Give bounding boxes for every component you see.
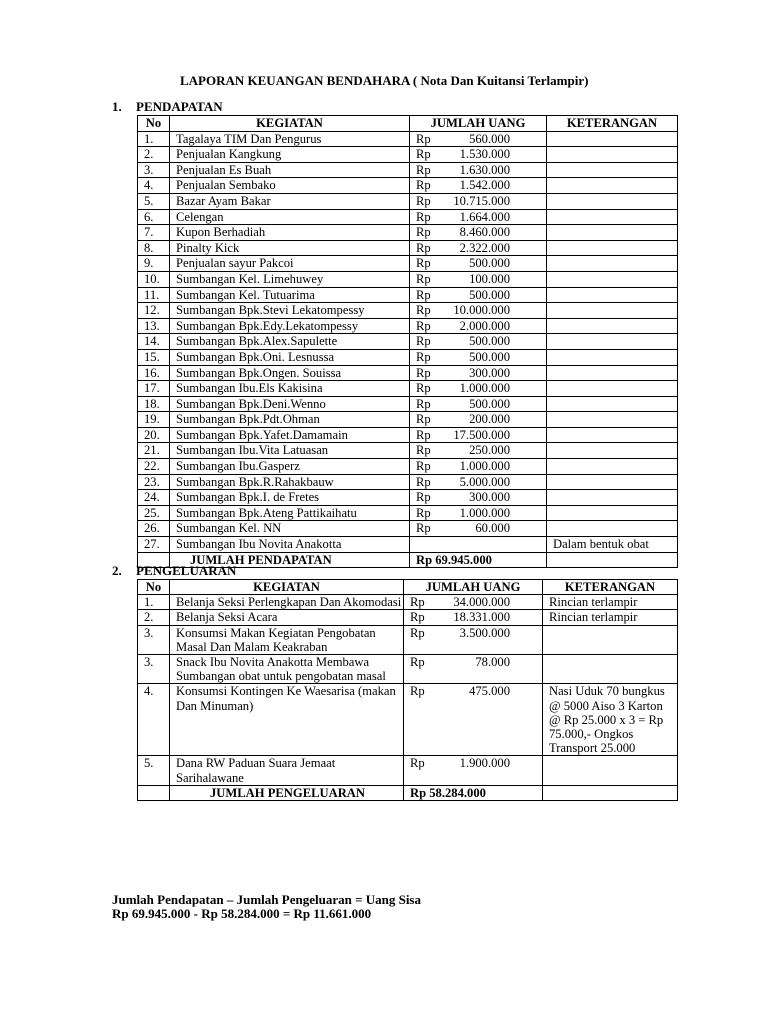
amount-value: 300.000 bbox=[469, 365, 510, 380]
row-kegiatan: Kupon Berhadiah bbox=[170, 225, 410, 241]
row-kegiatan: Penjualan sayur Pakcoi bbox=[170, 256, 410, 272]
amount-cell bbox=[410, 193, 547, 209]
currency-label: Rp bbox=[416, 349, 431, 364]
row-number: 15. bbox=[138, 349, 170, 365]
row-kegiatan: Konsumsi Kontingen Ke Waesarisa (makan Dan Minuman) bbox=[170, 684, 404, 756]
row-kegiatan: Sumbangan Ibu.Gasperz bbox=[170, 459, 410, 475]
amount-value: 500.000 bbox=[469, 256, 510, 271]
amount-cell bbox=[410, 178, 547, 194]
table-row bbox=[138, 225, 678, 241]
row-keterangan bbox=[547, 349, 678, 365]
row-number: 21. bbox=[138, 443, 170, 459]
amount-value: 1.664.000 bbox=[459, 209, 510, 224]
row-keterangan bbox=[547, 256, 678, 272]
amount-cell bbox=[410, 505, 547, 521]
currency-label: Rp bbox=[410, 625, 425, 640]
row-number: 27. bbox=[138, 537, 170, 553]
row-keterangan bbox=[547, 427, 678, 443]
table-row bbox=[138, 318, 678, 334]
amount-value: 1.900.000 bbox=[459, 756, 510, 771]
row-number: 14. bbox=[138, 334, 170, 350]
table-row bbox=[138, 537, 678, 553]
row-number: 18. bbox=[138, 396, 170, 412]
row-kegiatan: Sumbangan Bpk.Ateng Pattikaihatu bbox=[170, 505, 410, 521]
expense-total-value: Rp 58.284.000 bbox=[404, 785, 543, 800]
currency-label: Rp bbox=[416, 459, 431, 474]
amount-value: 60.000 bbox=[475, 521, 510, 536]
row-kegiatan: Sumbangan Bpk.Yafet.Damamain bbox=[170, 427, 410, 443]
row-number: 16. bbox=[138, 365, 170, 381]
amount-value: 500.000 bbox=[469, 334, 510, 349]
row-number: 4. bbox=[138, 178, 170, 194]
currency-label: Rp bbox=[416, 303, 431, 318]
row-number: 23. bbox=[138, 474, 170, 490]
amount-value: 475.000 bbox=[469, 684, 510, 699]
table-row bbox=[138, 595, 678, 610]
currency-label: Rp bbox=[416, 131, 431, 146]
currency-label: Rp bbox=[416, 225, 431, 240]
row-kegiatan: Sumbangan Bpk.R.Rahakbauw bbox=[170, 474, 410, 490]
amount-cell bbox=[404, 625, 543, 654]
row-keterangan bbox=[543, 625, 678, 654]
table-row bbox=[138, 303, 678, 319]
amount-value: 34.000.000 bbox=[453, 595, 510, 610]
amount-value: 17.500.000 bbox=[453, 427, 510, 442]
currency-label: Rp bbox=[416, 396, 431, 411]
row-keterangan bbox=[547, 334, 678, 350]
table-row bbox=[138, 396, 678, 412]
currency-label: Rp bbox=[410, 610, 425, 625]
amount-cell bbox=[410, 225, 547, 241]
table-row bbox=[138, 178, 678, 194]
row-kegiatan: Sumbangan Bpk.I. de Fretes bbox=[170, 490, 410, 506]
amount-value: 5.000.000 bbox=[459, 474, 510, 489]
table-row bbox=[138, 287, 678, 303]
amount-cell bbox=[410, 256, 547, 272]
table-row bbox=[138, 756, 678, 785]
row-keterangan bbox=[547, 178, 678, 194]
header-keterangan: KETERANGAN bbox=[543, 580, 678, 595]
row-number: 1. bbox=[138, 131, 170, 147]
table-row bbox=[138, 365, 678, 381]
expense-total-row bbox=[138, 785, 678, 800]
amount-cell bbox=[410, 131, 547, 147]
amount-cell bbox=[410, 412, 547, 428]
table-row bbox=[138, 334, 678, 350]
table-row bbox=[138, 459, 678, 475]
row-number: 5. bbox=[138, 756, 170, 785]
row-keterangan bbox=[547, 365, 678, 381]
row-number: 4. bbox=[138, 684, 170, 756]
income-total-label: JUMLAH PENDAPATAN bbox=[170, 552, 410, 568]
income-total-value: Rp 69.945.000 bbox=[410, 552, 547, 568]
amount-cell bbox=[410, 521, 547, 537]
amount-cell bbox=[404, 610, 543, 625]
table-row bbox=[138, 147, 678, 163]
amount-value: 1.000.000 bbox=[459, 459, 510, 474]
amount-cell bbox=[410, 334, 547, 350]
row-kegiatan: Dana RW Paduan Suara Jemaat Sarihalawane bbox=[170, 756, 404, 785]
row-keterangan bbox=[547, 521, 678, 537]
currency-label: Rp bbox=[416, 193, 431, 208]
amount-cell bbox=[410, 303, 547, 319]
currency-label: Rp bbox=[410, 756, 425, 771]
row-number: 12. bbox=[138, 303, 170, 319]
row-kegiatan: Sumbangan Ibu.Vita Latuasan bbox=[170, 443, 410, 459]
amount-cell bbox=[404, 655, 543, 684]
section-heading-income bbox=[112, 99, 223, 115]
header-keterangan: KETERANGAN bbox=[547, 116, 678, 132]
row-keterangan: Rincian terlampir bbox=[543, 595, 678, 610]
row-keterangan bbox=[547, 443, 678, 459]
amount-value: 500.000 bbox=[469, 396, 510, 411]
table-row bbox=[138, 349, 678, 365]
row-keterangan bbox=[547, 162, 678, 178]
amount-cell bbox=[410, 365, 547, 381]
header-kegiatan: KEGIATAN bbox=[170, 580, 404, 595]
amount-value: 2.000.000 bbox=[459, 318, 510, 333]
row-keterangan bbox=[547, 318, 678, 334]
amount-cell bbox=[410, 443, 547, 459]
row-kegiatan: Sumbangan Bpk.Deni.Wenno bbox=[170, 396, 410, 412]
amount-value: 2.322.000 bbox=[459, 240, 510, 255]
row-keterangan: Rincian terlampir bbox=[543, 610, 678, 625]
row-number: 25. bbox=[138, 505, 170, 521]
row-kegiatan: Sumbangan Bpk.Pdt.Ohman bbox=[170, 412, 410, 428]
table-row bbox=[138, 610, 678, 625]
row-keterangan bbox=[547, 490, 678, 506]
table-row bbox=[138, 412, 678, 428]
row-number: 11. bbox=[138, 287, 170, 303]
row-keterangan bbox=[547, 287, 678, 303]
row-keterangan bbox=[547, 412, 678, 428]
row-keterangan bbox=[547, 209, 678, 225]
row-kegiatan: Snack Ibu Novita Anakotta Membawa Sumbangan obat untuk pengobatan masal bbox=[170, 655, 404, 684]
expense-total-label: JUMLAH PENGELUARAN bbox=[170, 785, 404, 800]
amount-value: 300.000 bbox=[469, 490, 510, 505]
row-number: 2. bbox=[138, 610, 170, 625]
amount-cell bbox=[410, 209, 547, 225]
table-row bbox=[138, 271, 678, 287]
row-keterangan bbox=[547, 131, 678, 147]
amount-value: 1.530.000 bbox=[459, 147, 510, 162]
table-row bbox=[138, 625, 678, 654]
section-title: PENGELUARAN bbox=[136, 563, 237, 578]
amount-cell bbox=[410, 474, 547, 490]
currency-label: Rp bbox=[416, 178, 431, 193]
currency-label: Rp bbox=[416, 240, 431, 255]
table-row bbox=[138, 505, 678, 521]
row-keterangan bbox=[547, 225, 678, 241]
row-number: 2. bbox=[138, 147, 170, 163]
row-kegiatan: Celengan bbox=[170, 209, 410, 225]
table-header-row bbox=[138, 580, 678, 595]
row-keterangan bbox=[547, 474, 678, 490]
currency-label: Rp bbox=[416, 505, 431, 520]
amount-value: 18.331.000 bbox=[453, 610, 510, 625]
amount-cell bbox=[410, 318, 547, 334]
row-number: 26. bbox=[138, 521, 170, 537]
income-table bbox=[137, 115, 678, 568]
currency-label: Rp bbox=[410, 684, 425, 699]
row-keterangan bbox=[547, 271, 678, 287]
table-row bbox=[138, 256, 678, 272]
row-keterangan bbox=[547, 396, 678, 412]
row-kegiatan: Sumbangan Bpk.Ongen. Souissa bbox=[170, 365, 410, 381]
section-heading-expense bbox=[112, 563, 236, 579]
amount-cell bbox=[410, 396, 547, 412]
row-keterangan bbox=[547, 505, 678, 521]
row-kegiatan: Sumbangan Kel. NN bbox=[170, 521, 410, 537]
row-number: 1. bbox=[138, 595, 170, 610]
table-row bbox=[138, 209, 678, 225]
table-row bbox=[138, 193, 678, 209]
row-number: 3. bbox=[138, 655, 170, 684]
amount-cell bbox=[410, 459, 547, 475]
table-row bbox=[138, 655, 678, 684]
currency-label: Rp bbox=[416, 334, 431, 349]
row-kegiatan: Sumbangan Bpk.Edy.Lekatompessy bbox=[170, 318, 410, 334]
row-keterangan bbox=[543, 756, 678, 785]
amount-value: 78.000 bbox=[475, 655, 510, 670]
table-row bbox=[138, 443, 678, 459]
row-kegiatan: Belanja Seksi Perlengkapan Dan Akomodasi bbox=[170, 595, 404, 610]
row-kegiatan: Sumbangan Ibu Novita Anakotta bbox=[170, 537, 410, 553]
row-number: 20. bbox=[138, 427, 170, 443]
row-number: 22. bbox=[138, 459, 170, 475]
table-row bbox=[138, 474, 678, 490]
table-row bbox=[138, 684, 678, 756]
amount-cell bbox=[410, 537, 547, 553]
section-number: 1. bbox=[112, 99, 122, 114]
currency-label: Rp bbox=[416, 443, 431, 458]
row-number: 13. bbox=[138, 318, 170, 334]
row-keterangan: Nasi Uduk 70 bungkus @ 5000 Aiso 3 Karton @ Rp 25.000 x 3 = Rp 75.000,- Ongkos Transport 25.000 bbox=[543, 684, 678, 756]
currency-label: Rp bbox=[416, 412, 431, 427]
summary-formula: Jumlah Pendapatan – Jumlah Pengeluaran = Uang Sisa bbox=[112, 892, 421, 907]
amount-value: 8.460.000 bbox=[459, 225, 510, 240]
currency-label: Rp bbox=[416, 318, 431, 333]
header-jumlah-uang: JUMLAH UANG bbox=[410, 116, 547, 132]
row-number: 24. bbox=[138, 490, 170, 506]
amount-value: 200.000 bbox=[469, 412, 510, 427]
header-no: No bbox=[138, 580, 170, 595]
table-row bbox=[138, 521, 678, 537]
row-kegiatan: Sumbangan Bpk.Oni. Lesnussa bbox=[170, 349, 410, 365]
table-row bbox=[138, 162, 678, 178]
table-header-row bbox=[138, 116, 678, 132]
table-row bbox=[138, 131, 678, 147]
currency-label: Rp bbox=[416, 147, 431, 162]
row-keterangan bbox=[547, 193, 678, 209]
amount-cell bbox=[410, 287, 547, 303]
currency-label: Rp bbox=[416, 427, 431, 442]
summary-result: Rp 69.945.000 - Rp 58.284.000 = Rp 11.661.000 bbox=[112, 906, 372, 921]
amount-value: 1.630.000 bbox=[459, 162, 510, 177]
row-kegiatan: Konsumsi Makan Kegiatan Pengobatan Masal Dan Malam Keakraban bbox=[170, 625, 404, 654]
row-number: 7. bbox=[138, 225, 170, 241]
section-title: PENDAPATAN bbox=[136, 99, 223, 114]
amount-cell bbox=[410, 271, 547, 287]
amount-value: 500.000 bbox=[469, 349, 510, 364]
currency-label: Rp bbox=[410, 655, 425, 670]
row-number: 9. bbox=[138, 256, 170, 272]
row-number: 3. bbox=[138, 162, 170, 178]
table-row bbox=[138, 381, 678, 397]
row-kegiatan: Tagalaya TIM Dan Pengurus bbox=[170, 131, 410, 147]
header-jumlah-uang: JUMLAH UANG bbox=[404, 580, 543, 595]
row-kegiatan: Penjualan Es Buah bbox=[170, 162, 410, 178]
amount-cell bbox=[404, 756, 543, 785]
row-number: 3. bbox=[138, 625, 170, 654]
row-kegiatan: Pinalty Kick bbox=[170, 240, 410, 256]
row-kegiatan: Bazar Ayam Bakar bbox=[170, 193, 410, 209]
amount-value: 3.500.000 bbox=[459, 625, 510, 640]
row-kegiatan: Sumbangan Bpk.Alex.Sapulette bbox=[170, 334, 410, 350]
amount-cell bbox=[410, 490, 547, 506]
row-kegiatan: Sumbangan Kel. Limehuwey bbox=[170, 271, 410, 287]
header-no: No bbox=[138, 116, 170, 132]
row-number: 19. bbox=[138, 412, 170, 428]
row-kegiatan: Sumbangan Bpk.Stevi Lekatompessy bbox=[170, 303, 410, 319]
section-number: 2. bbox=[112, 563, 122, 578]
row-number: 17. bbox=[138, 381, 170, 397]
table-row bbox=[138, 240, 678, 256]
amount-cell bbox=[410, 240, 547, 256]
row-number: 5. bbox=[138, 193, 170, 209]
amount-cell bbox=[410, 147, 547, 163]
currency-label: Rp bbox=[410, 595, 425, 610]
row-kegiatan: Belanja Seksi Acara bbox=[170, 610, 404, 625]
expense-table bbox=[137, 579, 678, 801]
currency-label: Rp bbox=[416, 365, 431, 380]
report-title: LAPORAN KEUANGAN BENDAHARA ( Nota Dan Kuitansi Terlampir) bbox=[180, 73, 589, 88]
row-number: 8. bbox=[138, 240, 170, 256]
table-row bbox=[138, 490, 678, 506]
row-kegiatan: Sumbangan Ibu.Els Kakisina bbox=[170, 381, 410, 397]
row-keterangan bbox=[547, 459, 678, 475]
currency-label: Rp bbox=[416, 271, 431, 286]
currency-label: Rp bbox=[416, 287, 431, 302]
row-number: 10. bbox=[138, 271, 170, 287]
row-keterangan bbox=[547, 147, 678, 163]
amount-cell bbox=[404, 595, 543, 610]
header-kegiatan: KEGIATAN bbox=[170, 116, 410, 132]
row-number: 6. bbox=[138, 209, 170, 225]
amount-cell bbox=[410, 427, 547, 443]
amount-value: 1.000.000 bbox=[459, 505, 510, 520]
row-keterangan bbox=[547, 381, 678, 397]
row-keterangan bbox=[543, 655, 678, 684]
currency-label: Rp bbox=[416, 381, 431, 396]
amount-cell bbox=[410, 162, 547, 178]
currency-label: Rp bbox=[416, 209, 431, 224]
currency-label: Rp bbox=[416, 256, 431, 271]
amount-value: 250.000 bbox=[469, 443, 510, 458]
amount-value: 560.000 bbox=[469, 131, 510, 146]
amount-value: 1.000.000 bbox=[459, 381, 510, 396]
amount-value: 10.715.000 bbox=[453, 193, 510, 208]
row-keterangan bbox=[547, 240, 678, 256]
row-kegiatan: Penjualan Sembako bbox=[170, 178, 410, 194]
table-row bbox=[138, 427, 678, 443]
currency-label: Rp bbox=[416, 162, 431, 177]
amount-value: 1.542.000 bbox=[459, 178, 510, 193]
currency-label: Rp bbox=[416, 521, 431, 536]
currency-label: Rp bbox=[416, 490, 431, 505]
row-kegiatan: Sumbangan Kel. Tutuarima bbox=[170, 287, 410, 303]
amount-value: 10.000.000 bbox=[453, 303, 510, 318]
amount-cell bbox=[410, 349, 547, 365]
row-keterangan bbox=[547, 303, 678, 319]
amount-cell bbox=[410, 381, 547, 397]
amount-value: 100.000 bbox=[469, 271, 510, 286]
amount-cell bbox=[404, 684, 543, 756]
currency-label: Rp bbox=[416, 474, 431, 489]
row-kegiatan: Penjualan Kangkung bbox=[170, 147, 410, 163]
amount-value: 500.000 bbox=[469, 287, 510, 302]
row-keterangan: Dalam bentuk obat bbox=[547, 537, 678, 553]
